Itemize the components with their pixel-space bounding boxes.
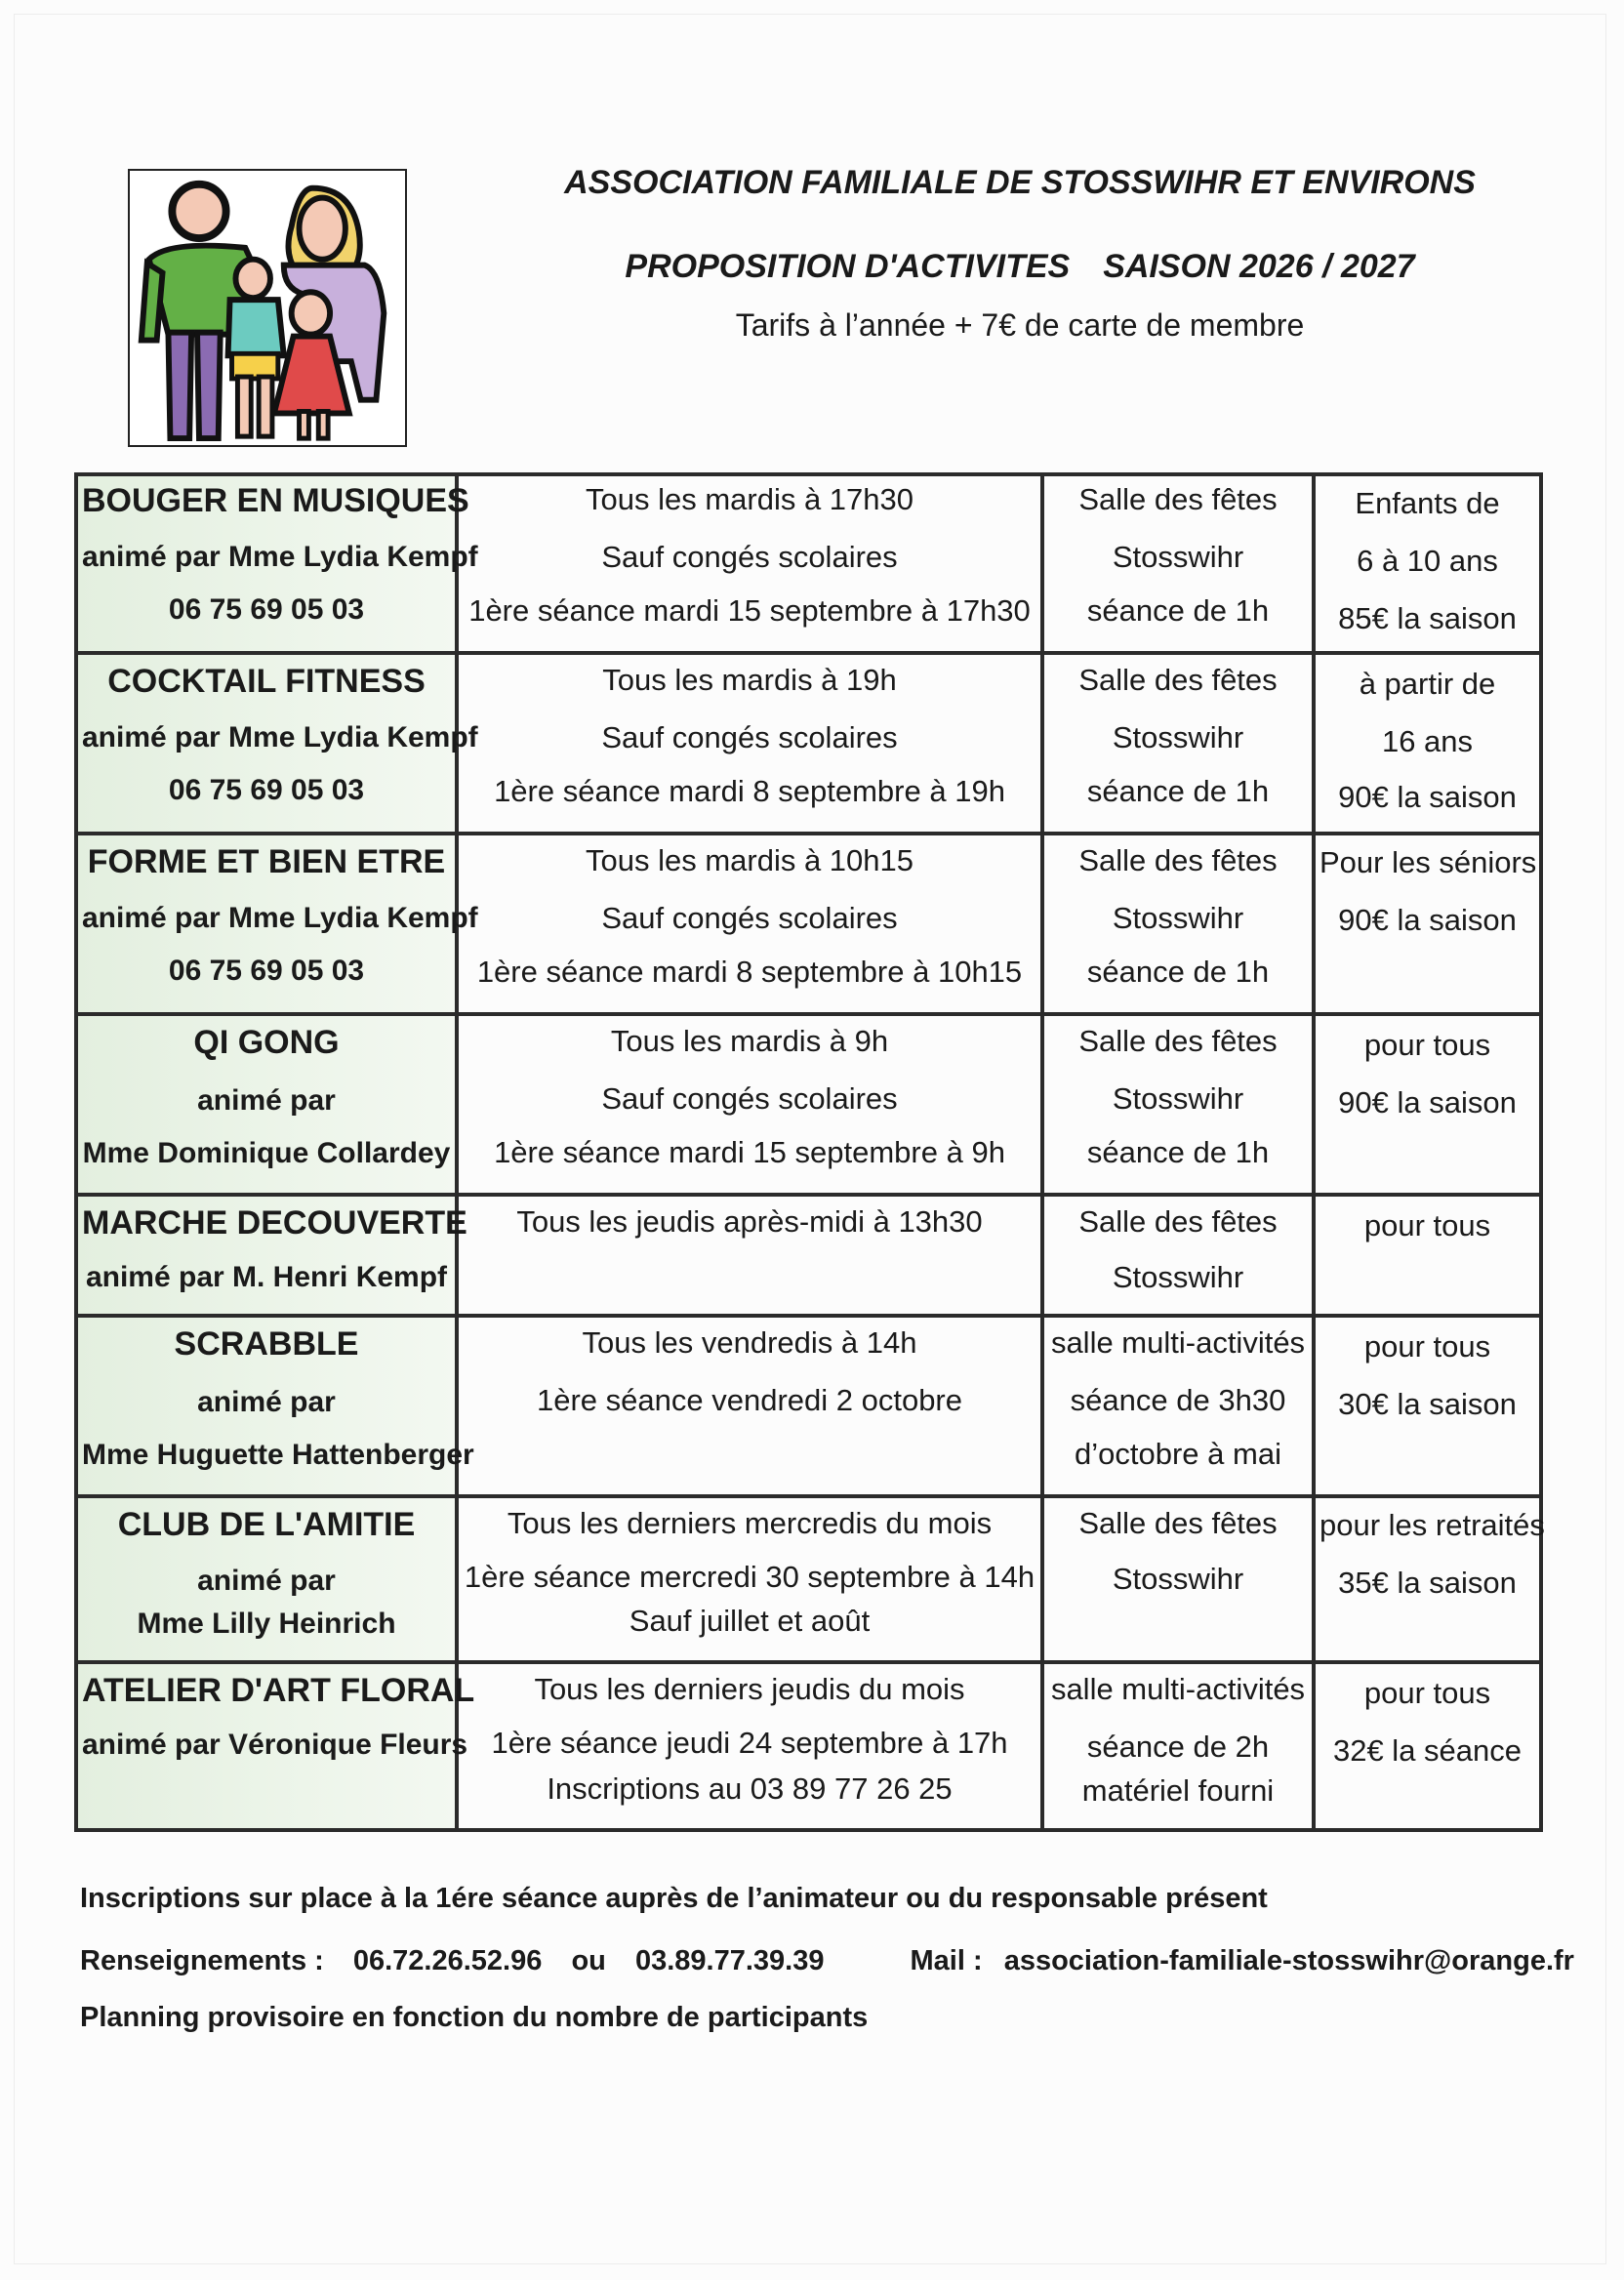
schedule-line: Tous les vendredis à 14h — [582, 1325, 917, 1360]
place-line: d’octobre à mai — [1075, 1437, 1281, 1471]
schedule-line: 1ère séance mardi 15 septembre à 17h30 — [468, 593, 1031, 628]
activities-table — [74, 472, 1543, 1832]
audience-line: pour les retraités — [1320, 1508, 1545, 1542]
mail-label: Mail : — [910, 1945, 983, 1976]
audience-line: à partir de — [1359, 667, 1496, 701]
audience-line: Enfants de — [1355, 486, 1500, 520]
place-line: salle multi-activités — [1050, 1672, 1306, 1706]
activity-animator-name: Mme Huguette Hattenberger — [82, 1439, 474, 1471]
activity-name: MARCHE DECOUVERTE — [82, 1204, 467, 1242]
activity-place-cell — [1042, 1195, 1314, 1316]
activity-animator-name: Mme Lilly Heinrich — [137, 1608, 396, 1640]
audience-line: 90€ la saison — [1338, 903, 1517, 937]
audience-line: Pour les séniors — [1320, 845, 1537, 879]
audience-line: 35€ la saison — [1338, 1566, 1517, 1600]
audience-line: 32€ la séance — [1332, 1733, 1522, 1768]
table-row — [76, 1496, 1541, 1662]
activity-name-cell — [76, 653, 478, 834]
activity-phone: 06 75 69 05 03 — [168, 774, 365, 806]
audience-line: 6 à 10 ans — [1357, 544, 1498, 578]
schedule-line: Tous les jeudis après-midi à 13h30 — [516, 1204, 983, 1239]
schedule-line: Tous les mardis à 19h — [602, 663, 897, 697]
activity-place-cell — [1042, 653, 1314, 834]
activity-schedule-cell — [457, 1195, 1042, 1316]
planning-note: Planning provisoire en fonction du nombre de participants — [80, 2002, 869, 2033]
program-subtitle — [459, 248, 1581, 286]
place-line: Salle des fêtes — [1078, 1506, 1278, 1540]
activity-name-cell — [76, 1014, 457, 1195]
activity-schedule-cell — [457, 1316, 1042, 1496]
activity-audience-cell — [1314, 474, 1541, 653]
family-illustration-icon — [130, 171, 405, 445]
activity-animator: animé par Mme Lydia Kempf — [82, 541, 478, 573]
schedule-line: 1ère séance mercredi 30 septembre à 14h — [464, 1560, 1035, 1594]
place-line: séance de 2h — [1086, 1730, 1270, 1764]
activity-name-cell — [76, 1662, 475, 1830]
table-row — [76, 834, 1541, 1014]
activity-schedule-cell — [457, 653, 1042, 834]
place-line: Stosswihr — [1112, 1081, 1244, 1116]
audience-line: 90€ la saison — [1338, 780, 1517, 814]
activity-place-cell — [1042, 834, 1314, 1014]
phone-number-2: 03.89.77.39.39 — [634, 1945, 825, 1976]
activity-name-cell — [76, 834, 478, 1014]
activity-name: CLUB DE L'AMITIE — [117, 1506, 416, 1543]
activity-schedule-cell — [457, 834, 1042, 1014]
audience-line: 85€ la saison — [1338, 601, 1517, 635]
activity-name: SCRABBLE — [174, 1325, 359, 1363]
schedule-line: 1ère séance mardi 8 septembre à 19h — [494, 774, 1005, 808]
place-line: Stosswihr — [1112, 1260, 1244, 1294]
place-line: séance de 3h30 — [1070, 1383, 1286, 1417]
place-line: séance de 1h — [1086, 593, 1270, 628]
activity-audience-cell — [1314, 1496, 1545, 1662]
place-line: séance de 1h — [1086, 1135, 1270, 1169]
audience-line: 30€ la saison — [1338, 1387, 1517, 1421]
activity-place-cell — [1042, 1316, 1314, 1496]
schedule-line: 1ère séance jeudi 24 septembre à 17h — [491, 1726, 1008, 1760]
or-label: ou — [571, 1945, 606, 1976]
table-row — [76, 1014, 1541, 1195]
info-label: Renseignements : — [80, 1945, 324, 1976]
place-line: Salle des fêtes — [1078, 843, 1278, 877]
activity-animator: animé par — [197, 1084, 336, 1117]
contact-line — [80, 1945, 1574, 1977]
activity-name-cell — [76, 1316, 474, 1496]
table-row — [76, 653, 1541, 834]
place-line: Salle des fêtes — [1078, 1024, 1278, 1058]
audience-line: pour tous — [1363, 1329, 1491, 1364]
activity-name: BOUGER EN MUSIQUES — [82, 482, 469, 519]
schedule-line: Sauf congés scolaires — [601, 720, 898, 754]
email-address: association-familiale-stosswihr@orange.fr — [1003, 1945, 1574, 1976]
audience-line: pour tous — [1363, 1028, 1491, 1062]
activity-animator: animé par Mme Lydia Kempf — [82, 902, 478, 934]
schedule-line: 1ère séance mardi 15 septembre à 9h — [494, 1135, 1005, 1169]
place-line: Stosswihr — [1112, 540, 1244, 574]
activity-audience-cell — [1314, 653, 1541, 834]
program-label: PROPOSITION D'ACTIVITES — [625, 248, 1071, 285]
table-row — [76, 474, 1541, 653]
schedule-line: Sauf juillet et août — [629, 1604, 871, 1638]
table-row — [76, 1195, 1541, 1316]
activity-animator: animé par Mme Lydia Kempf — [82, 721, 478, 753]
activity-phone: 06 75 69 05 03 — [168, 593, 365, 626]
activity-schedule-cell — [457, 474, 1042, 653]
table-row — [76, 1316, 1541, 1496]
audience-line: 16 ans — [1381, 724, 1474, 758]
activity-place-cell — [1042, 474, 1314, 653]
activity-place-cell — [1042, 1662, 1314, 1830]
activity-place-cell — [1042, 1014, 1314, 1195]
place-line: séance de 1h — [1086, 955, 1270, 989]
schedule-line: Tous les mardis à 9h — [610, 1024, 889, 1058]
table-row — [76, 1662, 1541, 1830]
activity-phone: 06 75 69 05 03 — [168, 955, 365, 987]
audience-line: pour tous — [1363, 1208, 1491, 1242]
activity-schedule-cell — [457, 1662, 1042, 1830]
place-line: Salle des fêtes — [1078, 663, 1278, 697]
activity-schedule-cell — [457, 1496, 1042, 1662]
activity-name-cell — [76, 1496, 457, 1662]
schedule-line: Inscriptions au 03 89 77 26 25 — [547, 1771, 953, 1806]
audience-line: 90€ la saison — [1338, 1085, 1517, 1120]
activity-schedule-cell — [457, 1014, 1042, 1195]
activity-audience-cell — [1314, 834, 1541, 1014]
family-logo — [128, 169, 407, 447]
activity-name: QI GONG — [193, 1024, 340, 1061]
activity-name: COCKTAIL FITNESS — [107, 663, 426, 700]
tariff-note: Tarifs à l’année + 7€ de carte de membre — [735, 307, 1305, 343]
audience-line: pour tous — [1363, 1676, 1491, 1710]
activity-animator: animé par — [197, 1565, 336, 1597]
place-line: salle multi-activités — [1050, 1325, 1306, 1360]
schedule-line: Tous les derniers mercredis du mois — [507, 1506, 993, 1540]
activity-audience-cell — [1314, 1195, 1541, 1316]
association-title: ASSOCIATION FAMILIALE DE STOSSWIHR ET ENVIRONS — [564, 164, 1476, 201]
activity-animator-name: Mme Dominique Collardey — [82, 1137, 451, 1169]
activity-animator: animé par M. Henri Kempf — [85, 1261, 448, 1293]
schedule-line: Tous les derniers jeudis du mois — [534, 1672, 965, 1706]
place-line: Stosswihr — [1112, 901, 1244, 935]
place-line: séance de 1h — [1086, 774, 1270, 808]
activity-name: FORME ET BIEN ETRE — [87, 843, 446, 880]
activity-audience-cell — [1314, 1316, 1541, 1496]
schedule-line: 1ère séance vendredi 2 octobre — [536, 1383, 962, 1417]
place-line: Salle des fêtes — [1078, 482, 1278, 516]
schedule-line: Tous les mardis à 10h15 — [585, 843, 914, 877]
registration-note: Inscriptions sur place à la 1ére séance auprès de l’animateur ou du responsable présent — [80, 1883, 1268, 1914]
schedule-line: Sauf congés scolaires — [601, 540, 898, 574]
activity-name-cell — [76, 474, 478, 653]
activity-place-cell — [1042, 1496, 1314, 1662]
schedule-line: Sauf congés scolaires — [601, 901, 898, 935]
season-label: SAISON 2026 / 2027 — [1103, 248, 1415, 285]
activity-audience-cell — [1314, 1014, 1541, 1195]
activity-animator: animé par — [197, 1386, 336, 1418]
place-line: Stosswihr — [1112, 1562, 1244, 1596]
schedule-line: 1ère séance mardi 8 septembre à 10h15 — [476, 955, 1023, 989]
phone-number-1: 06.72.26.52.96 — [352, 1945, 543, 1976]
place-line: matériel fourni — [1081, 1773, 1275, 1808]
schedule-line: Sauf congés scolaires — [601, 1081, 898, 1116]
schedule-line: Tous les mardis à 17h30 — [585, 482, 914, 516]
activity-name: ATELIER D'ART FLORAL — [82, 1672, 475, 1709]
activity-audience-cell — [1314, 1662, 1541, 1830]
place-line: Stosswihr — [1112, 720, 1244, 754]
activity-name-cell — [76, 1195, 467, 1316]
place-line: Salle des fêtes — [1078, 1204, 1278, 1239]
activity-animator: animé par Véronique Fleurs — [82, 1729, 468, 1761]
